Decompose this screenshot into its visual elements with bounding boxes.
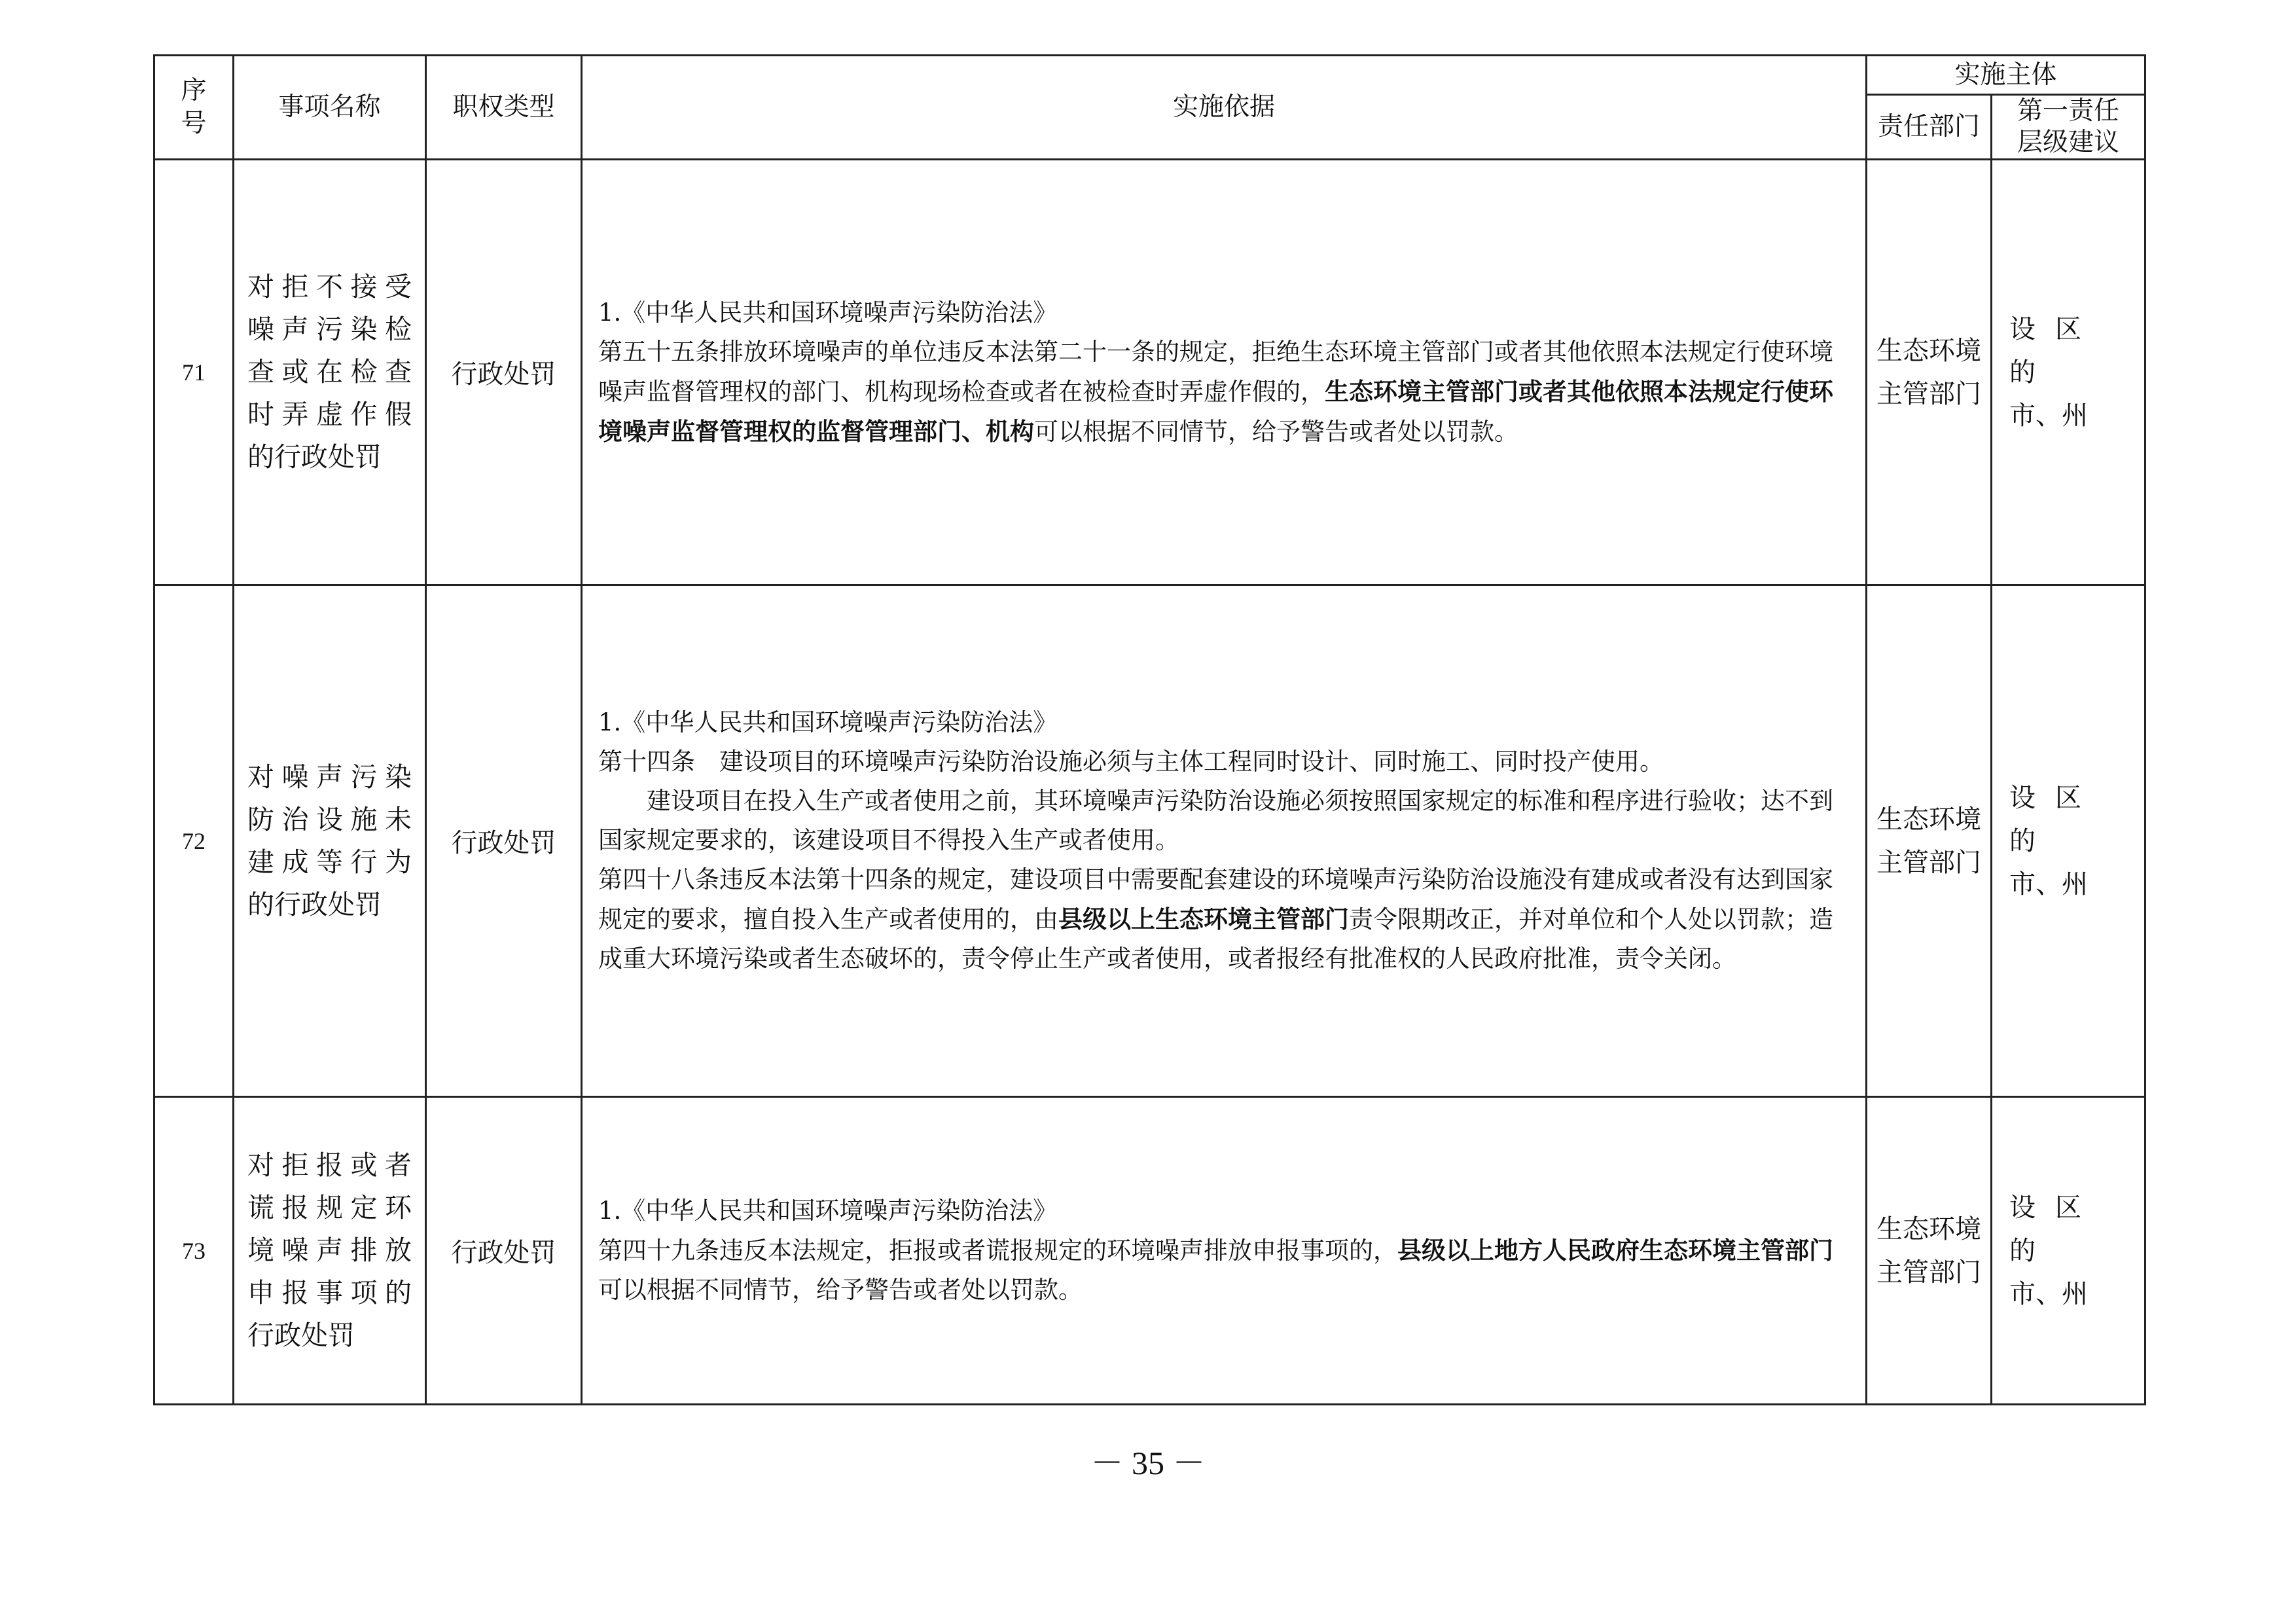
power-type: 行政处罚 (426, 160, 582, 585)
article-text: 第五十五条排放环境噪声的单位违反本法第二十一条的规定，拒绝生态环境主管部门或者其他依照本法规定行使环境噪声监督管理权的部门、机构现场检查或者在被检查时弄虚作假的，生态环境主管部门或者其他依照本法规定行使环境噪声监督管理权的监督管理部门、机构可以根据不同情节，给予警告或者处以罚款。 (598, 337, 1833, 446)
row-number: 73 (154, 1097, 234, 1405)
legal-basis (582, 585, 1867, 1097)
header-row (154, 56, 2145, 95)
article-text: 第四十九条违反本法规定，拒报或者谎报规定的环境噪声排放申报事项的，县级以上地方人民政府生态环境主管部门可以根据不同情节，给予警告或者处以罚款。 (598, 1236, 1833, 1304)
header-name: 事项名称 (234, 56, 426, 160)
header-level: 第一责任层级建议 (1992, 95, 2145, 160)
header-dept: 责任部门 (1867, 95, 1992, 160)
table-row (154, 585, 2145, 1097)
responsible-dept: 生态环境 主管部门 (1867, 160, 1992, 585)
law-title: 1.《中华人民共和国环境噪声污染防治法》 (598, 298, 1058, 327)
table-row (154, 1097, 2145, 1405)
responsible-dept: 生态环境 主管部门 (1867, 585, 1992, 1097)
power-type: 行政处罚 (426, 585, 582, 1097)
article-text: 建设项目在投入生产或者使用之前，其环境噪声污染防治设施必须按照国家规定的标准和程序进行验收；达不到国家规定要求的，该建设项目不得投入生产或者使用。 (598, 787, 1833, 854)
table-row (154, 160, 2145, 585)
legal-basis (582, 160, 1867, 585)
article-text: 第十四条 建设项目的环境噪声污染防治设施必须与主体工程同时设计、同时施工、同时投产使用。 (598, 748, 1664, 776)
header-entity: 实施主体 (1867, 56, 2145, 95)
legal-basis (582, 1097, 1867, 1405)
header-type: 职权类型 (426, 56, 582, 160)
law-title: 1.《中华人民共和国环境噪声污染防治法》 (598, 1197, 1058, 1225)
item-name: 对噪声污染 防治设施未 建成等行为 的行政处罚 (234, 585, 426, 1097)
responsibility-level: 设区的 市、州 (1992, 160, 2145, 585)
law-title: 1.《中华人民共和国环境噪声污染防治法》 (598, 708, 1058, 736)
header-basis: 实施依据 (582, 56, 1867, 160)
item-name: 对拒报或者 谎报规定环 境噪声排放 申报事项的 行政处罚 (234, 1097, 426, 1405)
header-seq: 序号 (154, 56, 234, 160)
responsible-dept: 生态环境 主管部门 (1867, 1097, 1992, 1405)
row-number: 72 (154, 585, 234, 1097)
responsibility-level: 设区的 市、州 (1992, 1097, 2145, 1405)
responsibility-level: 设区的 市、州 (1992, 585, 2145, 1097)
power-type: 行政处罚 (426, 1097, 582, 1405)
article-text: 第四十八条违反本法第十四条的规定，建设项目中需要配套建设的环境噪声污染防治设施没有建成或者没有达到国家规定的要求，擅自投入生产或者使用的，由县级以上生态环境主管部门责令限期改正，并对单位和个人处以罚款；造成重大环境污染或者生态破坏的，责令停止生产或者使用，或者报经有批准权的人民政府批准，责令关闭。 (598, 865, 1833, 973)
responsibility-table (153, 54, 2146, 1405)
page-number: － 35 － (1090, 1445, 1206, 1481)
item-name: 对拒不接受 噪声污染检 查或在检查 时弄虚作假 的行政处罚 (234, 160, 426, 585)
row-number: 71 (154, 160, 234, 585)
